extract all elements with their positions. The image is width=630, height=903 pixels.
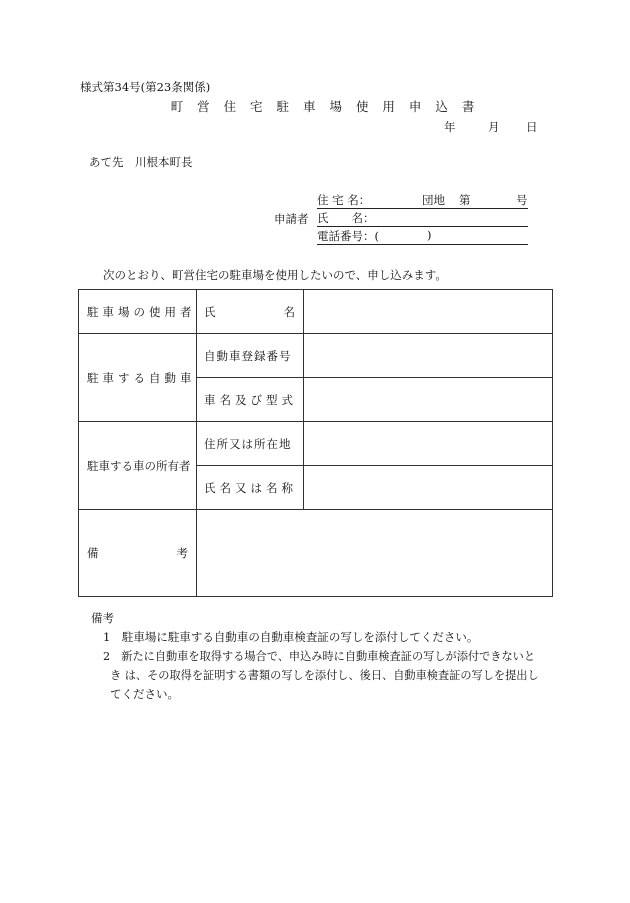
danchi-label: 団地 [422, 193, 445, 207]
applicant-name-line [317, 210, 528, 227]
owner-name-input[interactable] [304, 466, 553, 510]
user-name-input[interactable] [304, 290, 553, 334]
form-number: 様式第34号(第23条関係) [80, 80, 211, 94]
user-category-cell: 駐車場の使用者 [79, 290, 197, 334]
intro-text: 次のとおり、町営住宅の駐車場を使用したいので、申し込みます。 [103, 268, 447, 282]
phone-label: 電話番号：( [317, 229, 379, 243]
registration-number-label: 自動車登録番号 [197, 334, 304, 378]
dai-label: 第 [459, 193, 471, 207]
model-input[interactable] [304, 378, 553, 422]
applicant-name-label: 氏 名： [317, 211, 375, 225]
registration-number-input[interactable] [304, 334, 553, 378]
date-day: 日 [526, 120, 538, 134]
owner-category-cell: 駐車する車の所有者 [79, 422, 197, 510]
notes-heading: 備考 [91, 611, 114, 625]
table-row [79, 422, 553, 466]
note-item-1: 1 駐車場に駐車する自動車の自動車検査証の写しを添付してください。 [103, 630, 479, 644]
user-name-label-a: 氏 [204, 304, 216, 319]
remarks-label-a: 備 [87, 546, 99, 560]
phone-line [317, 228, 528, 245]
table-row [79, 510, 553, 597]
housing-name-line [317, 192, 528, 209]
table-row [79, 334, 553, 378]
note-item-2-line-3: てください。 [110, 687, 179, 701]
applicant-label: 申請者 [274, 212, 309, 226]
remarks-input[interactable] [197, 510, 553, 597]
model-label: 車名及び型式 [197, 378, 304, 422]
owner-address-input[interactable] [304, 422, 553, 466]
document-title: 町 営 住 宅 駐 車 場 使 用 申 込 書 [170, 99, 480, 114]
addressee: あて先 川根本町長 [89, 155, 193, 169]
vehicle-category-cell: 駐車する自動車 [79, 334, 197, 422]
housing-name-label: 住 宅 名： [317, 193, 371, 207]
owner-name-label: 氏名又は名称 [197, 466, 304, 510]
date-row [444, 119, 538, 135]
go-label: 号 [516, 193, 528, 207]
user-name-label-b: 名 [283, 304, 295, 319]
owner-address-label: 住所又は所在地 [197, 422, 304, 466]
date-year: 年 [444, 120, 456, 134]
table-row [79, 290, 553, 334]
remarks-label-b: 考 [176, 546, 188, 560]
application-table [78, 289, 553, 597]
remarks-label-cell [79, 510, 197, 597]
note-item-2-line-1: 2 新たに自動車を取得する場合で、申込み時に自動車検査証の写しが添付できないと [103, 650, 536, 663]
user-name-label-cell [197, 290, 304, 334]
date-month: 月 [488, 120, 500, 134]
note-item-2-line-2: き は、その取得を証明する書類の写しを添付し、後日、自動車検査証の写しを提出し [110, 669, 539, 682]
phone-close: ) [427, 228, 432, 242]
